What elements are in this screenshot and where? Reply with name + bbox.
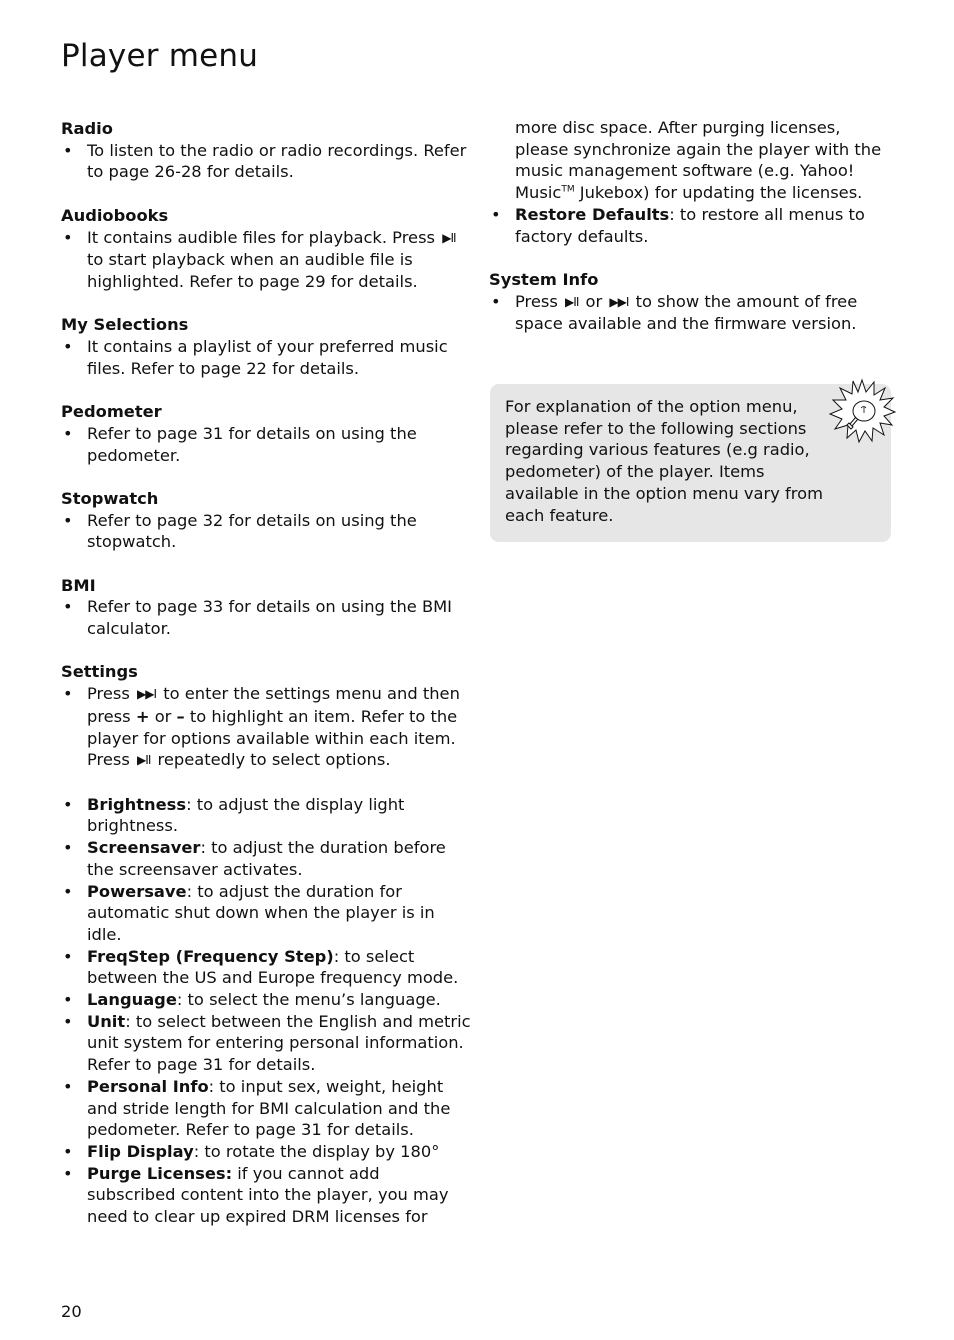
bullet-item: • To listen to the radio or radio recordings. Refer to page 26-28 for details. [61, 140, 471, 183]
bullet-item: • Press ▶II or ▶▶I to show the amount of free space available and the firmware version. [489, 291, 889, 335]
settings-item-screensaver: • Screensaver: to adjust the duration before the screensaver activates. [61, 837, 471, 880]
section-title: Stopwatch [61, 488, 159, 508]
bullet-item: • It contains a playlist of your preferred music files. Refer to page 22 for details. [61, 336, 471, 379]
page-number: 20 [61, 1302, 82, 1321]
settings-list [61, 794, 471, 1228]
bullet-item: • Refer to page 33 for details on using the BMI calculator. [61, 596, 471, 639]
section-title: Settings [61, 662, 138, 682]
section-system-info [489, 269, 889, 335]
settings-item-freqstep: • FreqStep (Frequency Step): to select between the US and Europe frequency mode. [61, 946, 471, 989]
next-icon: ▶▶I [137, 687, 157, 702]
settings-item-unit: • Unit: to select between the English and metric unit system for entering personal information. Refer to page 31 for details. [61, 1011, 471, 1076]
section-settings [61, 661, 471, 1227]
settings-item-purge-licenses: • Purge Licenses: if you cannot add subscribed content into the player, you may need to clear up expired DRM licenses for [61, 1163, 471, 1228]
settings-item-personal-info: • Personal Info: to input sex, weight, height and stride length for BMI calculation and the pedometer. Refer to page 31 for details. [61, 1076, 471, 1141]
section-pedometer [61, 401, 471, 466]
tip-text: For explanation of the option menu, please refer to the following sections regarding various features (e.g radio, pedometer) of the player. Items available in the option menu vary from each feature. [505, 397, 823, 525]
section-radio [61, 118, 471, 183]
section-audiobooks [61, 205, 471, 293]
section-stopwatch [61, 488, 471, 553]
settings-item-powersave: • Powersave: to adjust the duration for automatic shut down when the player is in idle. [61, 881, 471, 946]
bullet-item: • Press ▶▶I to enter the settings menu and then press + or – to highlight an item. Refer to the player for options available within each item. Press ▶II repeatedly to select options. [61, 683, 471, 772]
section-bmi [61, 575, 471, 640]
section-title: My Selections [61, 315, 189, 335]
bullet-item: • Refer to page 31 for details on using the pedometer. [61, 423, 471, 466]
play-pause-icon: ▶II [442, 230, 456, 245]
section-title: Pedometer [61, 402, 162, 422]
bullet-item: • Refer to page 32 for details on using the stopwatch. [61, 510, 471, 553]
section-title: Audiobooks [61, 205, 169, 225]
settings-item-language: • Language: to select the menu’s language. [61, 989, 471, 1011]
left-column [61, 118, 471, 1249]
settings-item-flip-display: • Flip Display: to rotate the display by 180° [61, 1141, 471, 1163]
section-title: BMI [61, 575, 96, 595]
section-title: System Info [489, 269, 599, 289]
page-title: Player menu [61, 38, 259, 74]
lightbulb-icon [828, 378, 896, 444]
bullet-item: • It contains audible files for playback. Press ▶II to start playback when an audible file is highlighted. Refer to page 29 for details. [61, 227, 471, 293]
section-my-selections [61, 314, 471, 379]
settings-item-restore-defaults: • Restore Defaults: to restore all menus to factory defaults. [489, 204, 889, 247]
play-pause-icon: ▶II [137, 753, 151, 768]
right-column [489, 117, 889, 357]
purge-licenses-continued: more disc space. After purging licenses, please synchronize again the player with the music management software (e.g. Yahoo! Music™ Jukebox) for updating the licenses. [515, 118, 882, 203]
next-icon: ▶▶I [609, 294, 629, 309]
settings-item-brightness: • Brightness: to adjust the display light brightness. [61, 794, 471, 837]
play-pause-icon: ▶II [565, 294, 579, 309]
section-title: Radio [61, 119, 113, 138]
